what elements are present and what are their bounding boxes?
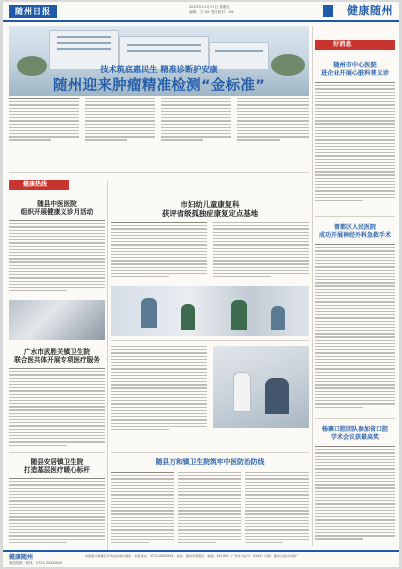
- newspaper-page: [3, 2, 399, 567]
- county-body: [9, 368, 105, 448]
- feature-tag: 好消息: [315, 40, 395, 50]
- tcm-title: 随县中医医院 组织开展健康义诊月活动: [20, 200, 94, 216]
- district-title: 曾都区人民医院 成功开展神经外科急救手术: [318, 224, 391, 239]
- middle-body-col-1: [111, 346, 207, 434]
- feature-title: 随州市中心医院 进企业开展心脏科普义诊: [320, 62, 390, 77]
- hot-line-tag: 健康热线: [9, 180, 69, 190]
- county-title: 广水市武胜关镇卫生院 联合医共体开展专项医疗服务: [14, 348, 100, 364]
- issue-editor: 编辑：王 XX 责任校对：XX: [189, 9, 234, 14]
- newspaper-logo: 随州日报: [9, 5, 57, 18]
- issue-date: 2023年11月17日 星期五: [189, 5, 230, 9]
- lead-headline: 随州迎来肿瘤精准检测“金标准”: [52, 78, 266, 94]
- line-body-col-2: [178, 472, 241, 546]
- maternal-body-col-2: [213, 222, 309, 282]
- lead-body-col-3: [161, 98, 231, 154]
- footer-fine-print: 本版图片除署名外均由各单位提供 · 本报热线：0722-XXXXXXX · 地址：随州市曾都区 · 邮编：441300 · 广告许可证号：XXXX · 印刷：随州日报社印刷厂: [85, 554, 299, 558]
- feature-body: [315, 82, 395, 210]
- maternal-title: 市妇幼儿童康复科 获评省级孤独症康复定点基地: [161, 200, 259, 218]
- anju-title: 随县安居镇卫生院 打造基层医疗暖心标杆: [24, 458, 90, 474]
- lead-body-col-2: [85, 98, 155, 154]
- line-body-col-1: [111, 472, 174, 546]
- section-marker: [323, 5, 333, 17]
- lead-body-col-1: [9, 98, 79, 154]
- nurse-title: 杨寨口腔团队参加省口腔 学术会议获最高奖: [321, 426, 388, 441]
- footer-contact: 欢迎投稿 · 热线：0722-3XXXXXX: [9, 561, 62, 565]
- page-footer: [3, 550, 399, 567]
- section-title: 健康随州: [347, 4, 393, 17]
- tcm-body: [9, 220, 105, 294]
- clinic-photo: [213, 346, 309, 428]
- line-title: 随县万和镇卫生院筑牢中医防治防线: [155, 458, 265, 466]
- lead-kicker: 技术筑底惠民生 精准诊断护安康: [100, 64, 218, 74]
- maternal-photo: [111, 286, 309, 336]
- line-body-col-3: [245, 472, 309, 546]
- anju-body: [9, 478, 105, 546]
- nurse-body: [315, 446, 395, 546]
- maternal-body-col-1: [111, 222, 207, 282]
- tcm-photo: [9, 300, 105, 340]
- lead-body-col-4: [237, 98, 309, 154]
- footer-brand: 健康随州: [9, 554, 34, 561]
- masthead: [3, 2, 399, 22]
- issue-info: [189, 5, 233, 14]
- district-body: [315, 244, 395, 414]
